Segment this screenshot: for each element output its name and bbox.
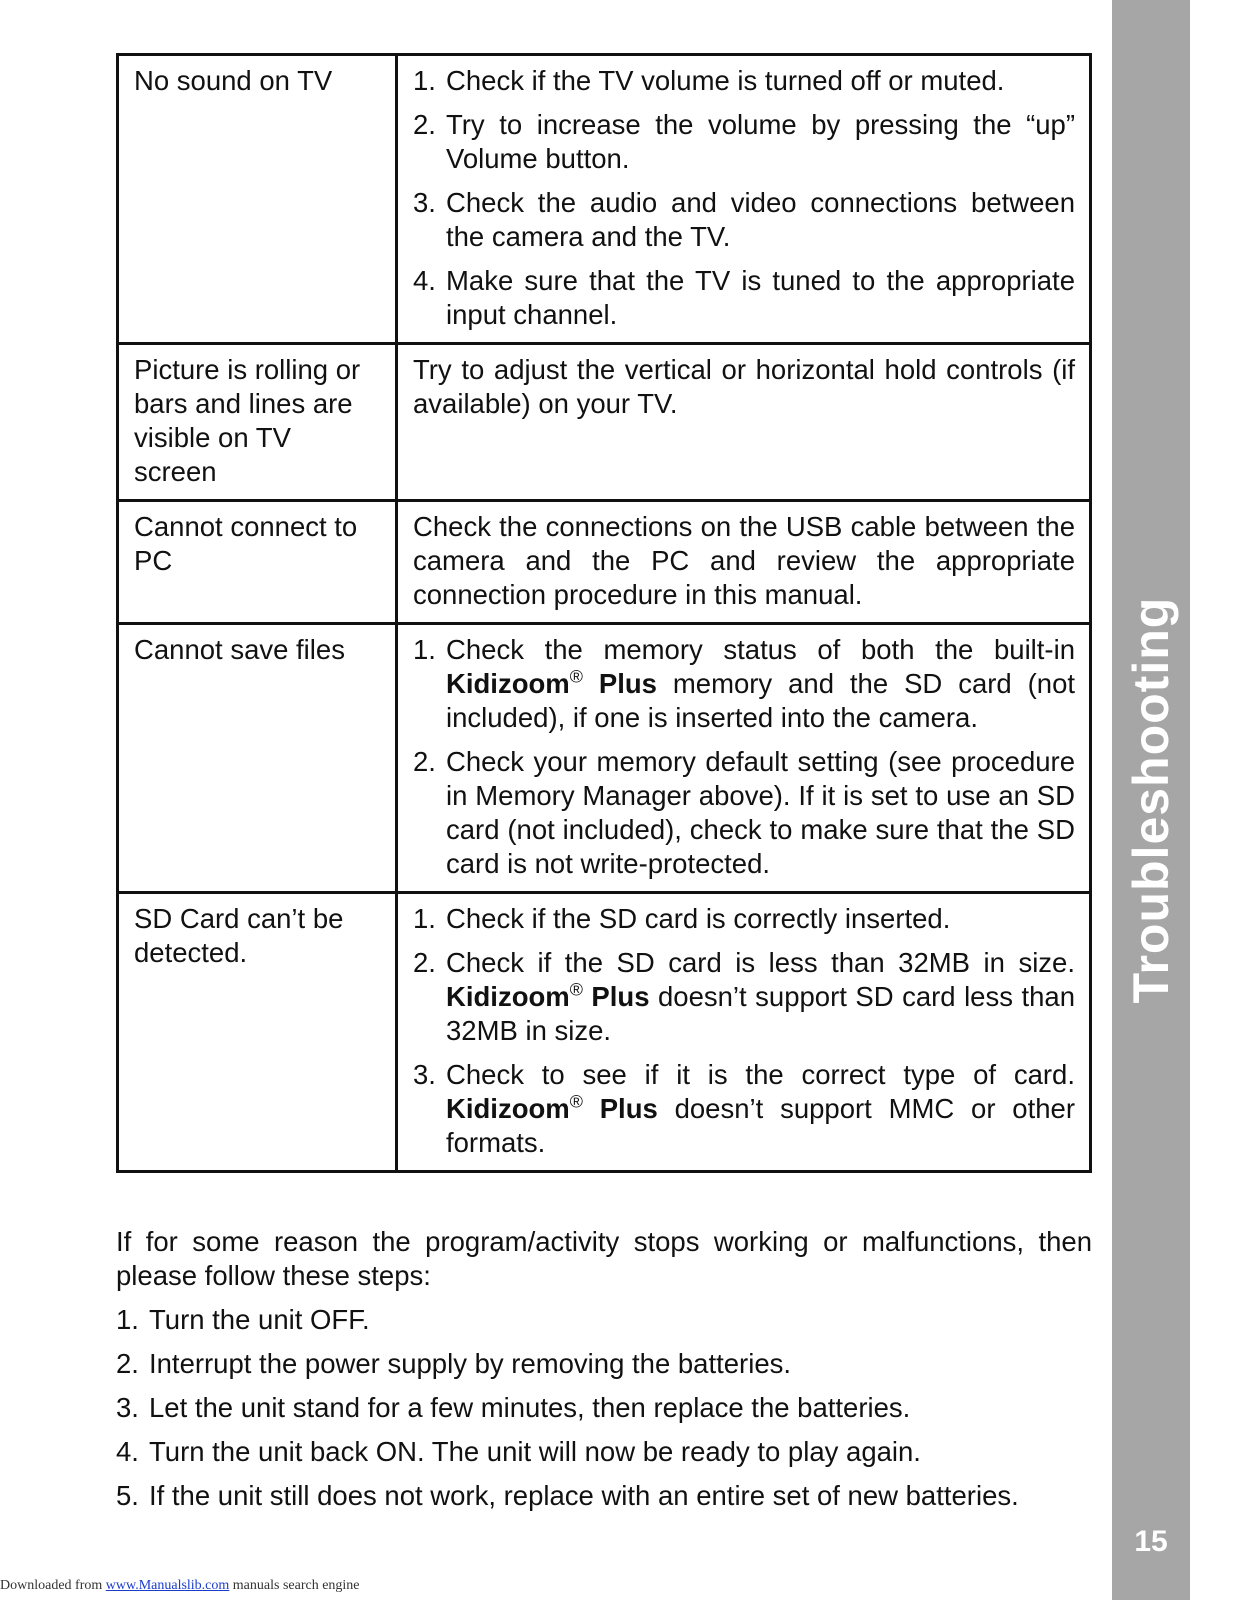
solution-steps [413,902,1075,1160]
step-text: Turn the unit back ON. The unit will now be ready to play again. [149,1436,921,1467]
step-number: 2. [116,1348,139,1379]
table-row [118,344,1091,501]
problem-cell: No sound on TV [118,55,397,344]
step-text: memory and the SD card (not included), if one is inserted into the camera. [446,668,1076,733]
registered-mark: ® [569,666,583,687]
table-row [118,55,1091,344]
registered-mark: ® [569,1091,583,1112]
list-item [413,633,1075,735]
solution-steps [413,64,1075,332]
solution-steps [413,633,1075,881]
step-text: Check to see if it is the correct type of card. [446,1059,1075,1090]
brand-name: Kidizoom [446,668,570,699]
step-number: 4. [116,1436,139,1467]
step-number: 1. [413,634,436,665]
footer-suffix: manuals search engine [229,1578,360,1593]
step-text: Check the audio and video connections between the camera and the TV. [446,187,1075,252]
brand-plus: Plus [582,668,657,699]
list-item [413,186,1075,254]
brand-name: Kidizoom [446,1093,570,1124]
section-title: Troubleshooting [1123,596,1179,1004]
step-text: Make sure that the TV is tuned to the appropriate input channel. [446,265,1075,330]
list-item [116,1391,1092,1425]
step-number: 4. [413,265,436,296]
step-text: If the unit still does not work, replace with an entire set of new batteries. [149,1480,1019,1511]
list-item [413,108,1075,176]
list-item [413,902,1075,936]
step-text: Check your memory default setting (see procedure in Memory Manager above). If it is set to use an SD card (not included), check to make sure that the SD card is not write-protected. [446,746,1075,879]
brand-plus: Plus [582,1093,658,1124]
list-item [413,64,1075,98]
solution-cell [397,55,1091,344]
solution-cell [397,624,1091,893]
problem-cell: SD Card can’t be detected. [118,893,397,1172]
step-text: Check the memory status of both the built-in [446,634,1075,665]
step-number: 5. [116,1480,139,1511]
step-text: doesn’t support SD card less than 32MB in size. [446,981,1075,1046]
list-item [413,264,1075,332]
step-number: 2. [413,947,436,978]
solution-cell [397,501,1091,624]
step-text: Check if the TV volume is turned off or muted. [446,65,1005,96]
list-item [116,1435,1092,1469]
solution-text: Check the connections on the USB cable between the camera and the PC and review the appropriate connection procedure in this manual. [413,511,1075,610]
step-number: 2. [413,109,436,140]
step-number: 3. [413,187,436,218]
problem-cell: Picture is rolling or bars and lines are visible on TV screen [118,344,397,501]
step-text: Try to increase the volume by pressing the “up” Volume button. [446,109,1075,174]
reset-instructions [116,1225,1092,1523]
step-text: Check if the SD card is less than 32MB in size. [446,947,1075,978]
step-number: 3. [413,1059,436,1090]
step-number: 3. [116,1392,139,1423]
download-footer [0,1578,360,1594]
list-item [413,745,1075,881]
step-text: Turn the unit OFF. [149,1304,370,1335]
step-text: Check if the SD card is correctly inserted. [446,903,951,934]
footer-prefix: Downloaded from [0,1578,106,1593]
list-item [413,946,1075,1048]
brand-plus: Plus [582,981,650,1012]
brand-name: Kidizoom [446,981,570,1012]
step-number: 1. [413,903,436,934]
step-text: doesn’t support MMC or other formats. [446,1093,1075,1158]
problem-cell: Cannot connect to PC [118,501,397,624]
list-item [116,1479,1092,1513]
table-row [118,624,1091,893]
solution-text: Try to adjust the vertical or horizontal hold controls (if available) on your TV. [413,354,1075,419]
list-item [413,1058,1075,1160]
page-number: 15 [1134,1525,1168,1558]
registered-mark: ® [569,979,583,1000]
reset-steps [116,1303,1092,1513]
step-text: Let the unit stand for a few minutes, then replace the batteries. [149,1392,911,1423]
table-row [118,893,1091,1172]
manualslib-link[interactable]: www.Manualslib.com [105,1578,230,1593]
step-number: 2. [413,746,436,777]
troubleshooting-table [116,53,1092,1173]
list-item [116,1347,1092,1381]
intro-paragraph: If for some reason the program/activity stops working or malfunctions, then please follow these steps: [116,1226,1092,1291]
step-number: 1. [413,65,436,96]
solution-cell [397,893,1091,1172]
list-item [116,1303,1092,1337]
table-row [118,501,1091,624]
step-number: 1. [116,1304,139,1335]
solution-cell [397,344,1091,501]
problem-cell: Cannot save files [118,624,397,893]
step-text: Interrupt the power supply by removing the batteries. [149,1348,792,1379]
